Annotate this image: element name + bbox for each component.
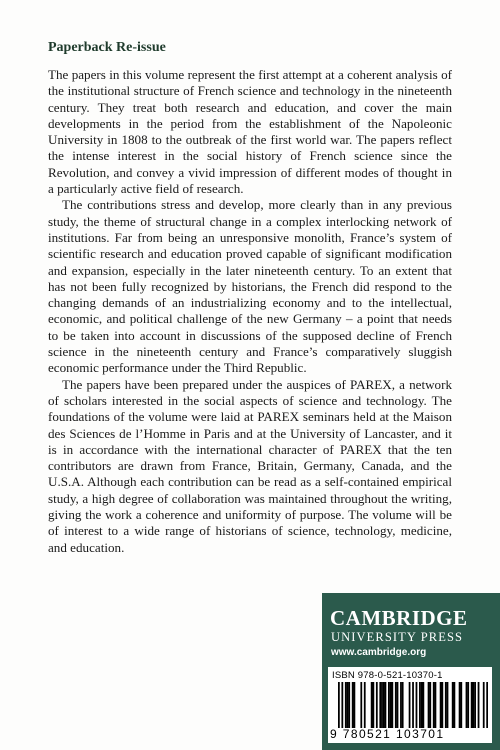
barcode-image — [338, 682, 488, 728]
barcode-bar — [383, 682, 385, 728]
blurb-paragraph-2: The contributions stress and develop, more clearly than in any previous study, the theme of structural change in a complex interlocking network of institutions. Far from being an unresponsive monolith, France’s system of scientific research and education proved capable of significant modification and expansion, especially in the later nineteenth century. To an extent that has not been fully recognized by historians, the French did respond to the changing demands of an industrializing economy and to the intellectual, economic, and political challenge of the new Germany – a point that needs to be taken into account in discussions of the supposed decline of French science in the nineteenth century and France’s comparatively sluggish economic performance under the Third Republic. — [48, 197, 452, 376]
reissue-heading: Paperback Re-issue — [48, 40, 166, 55]
barcode-bar — [467, 682, 469, 728]
barcode-bar — [429, 682, 431, 728]
barcode-bar — [352, 682, 354, 728]
barcode-bar — [354, 682, 356, 728]
barcode-bar — [471, 682, 473, 728]
isbn-label: ISBN 978-0-521-10370-1 — [332, 670, 443, 681]
barcode-bar — [478, 682, 480, 728]
barcode-bar — [395, 682, 397, 728]
barcode-bar — [486, 682, 488, 728]
barcode-bar — [390, 682, 392, 728]
barcode-bar — [421, 682, 423, 728]
blurb-paragraph-3: The papers have been prepared under the auspices of PAREX, a network of scholars interested in the social aspects of science and technology. The foundations of the volume were laid at PAREX seminars held at the Maison des Sciences de l’Homme in Paris and at the University of Lancaster, and it is in accordance with the international character of PAREX that the ten contributors are drawn from France, Britain, Germany, Canada, and the U.S.A. Although each contribution can be read as a self-contained empirical study, a high degree of collaboration was maintained throughout the writing, giving the work a coherence and uniformity of purpose. The volume will be of interest to a wide range of historians of science, technology, medicine, and education. — [48, 376, 452, 555]
barcode-bar — [360, 682, 362, 728]
barcode-bar — [364, 682, 366, 728]
publisher-logo-block — [322, 593, 500, 750]
barcode-bar — [440, 682, 442, 728]
barcode-bar — [348, 682, 350, 728]
barcode-bar — [412, 682, 414, 728]
barcode-bar — [341, 682, 343, 728]
barcode-bar — [376, 682, 378, 728]
barcode-bar — [345, 682, 347, 728]
barcode-bar — [416, 682, 418, 728]
barcode-bar — [454, 682, 456, 728]
barcode-bar — [385, 682, 387, 728]
barcode-area — [328, 667, 492, 743]
barcode-bar — [428, 682, 430, 728]
barcode-bar — [435, 682, 437, 728]
publisher-url: www.cambridge.org — [331, 647, 427, 658]
barcode-bar — [441, 682, 443, 728]
publisher-press-label: UNIVERSITY PRESS — [331, 630, 464, 644]
barcode-bar — [338, 682, 340, 728]
barcode-bar — [474, 682, 476, 728]
barcode-bar — [347, 682, 349, 728]
barcode-bar — [466, 682, 468, 728]
barcode-bar — [388, 682, 390, 728]
barcode-bar — [447, 682, 449, 728]
publisher-name: CAMBRIDGE — [330, 606, 468, 630]
barcode-bar — [422, 682, 424, 728]
blurb-paragraph-1: The papers in this volume represent the first attempt at a coherent analysis of the institutional structure of French science and technology in the nineteenth century. They treat both research and education, and cover the main developments in the period from the establishment of the Napoleonic University in 1808 to the outbreak of the first world war. The papers reflect the intense interest in the social history of French science since the Revolution, and convey a vivid impression of different modes of thought in a particularly active field of research. — [48, 67, 452, 197]
barcode-bar — [371, 682, 373, 728]
barcode-bar — [452, 682, 454, 728]
barcode-bar — [402, 682, 404, 728]
barcode-bar — [419, 682, 421, 728]
barcode-bar — [372, 682, 374, 728]
barcode-digits: 9 780521 103701 — [330, 727, 445, 741]
barcode-bar — [379, 682, 381, 728]
barcode-bar — [409, 682, 411, 728]
blurb-text — [48, 67, 452, 556]
barcode-bar — [483, 682, 485, 728]
barcode-bar — [400, 682, 402, 728]
barcode-bar — [460, 682, 462, 728]
barcode-bar — [445, 682, 447, 728]
barcode-bar — [433, 682, 435, 728]
barcode-bar — [459, 682, 461, 728]
barcode-bar — [397, 682, 399, 728]
barcode-bar — [472, 682, 474, 728]
barcode-bar — [381, 682, 383, 728]
barcode-bar — [391, 682, 393, 728]
